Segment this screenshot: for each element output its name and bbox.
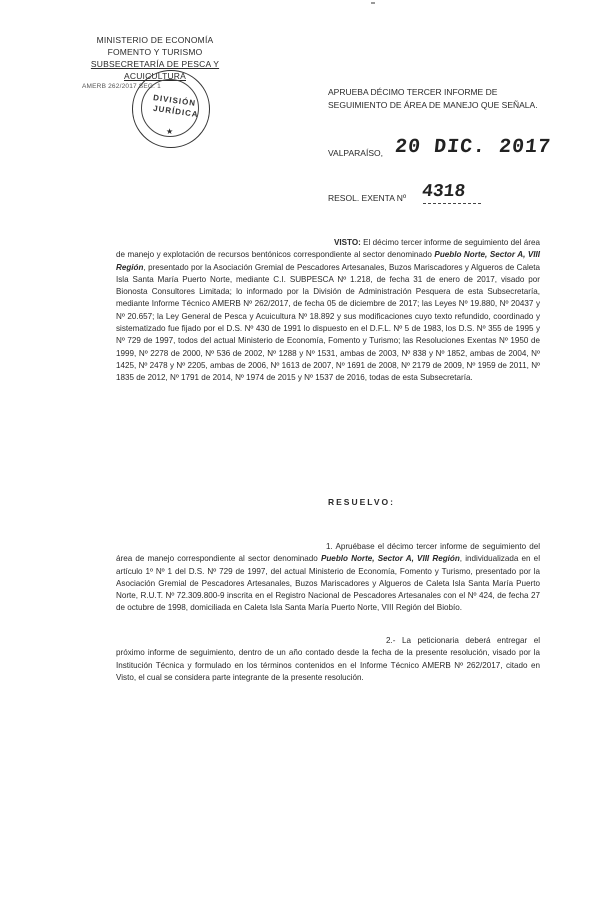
item1-text-a: Apruébase el décimo tercer informe de seguimiento del área de manejo correspondiente al sector denominado [116,542,540,564]
ministry-line: MINISTERIO DE ECONOMÍA [96,35,214,45]
visto-paragraph [116,237,540,385]
item1-text-b: , individualizada en el artículo 1º Nº 1 del D.S. Nº 729 de 1997, del actual Ministerio de Economía, Fomento y Turismo, presentado por la Asociación Gremial de Pescadores Artesanales, Buzos Mariscadores y Algueros de Caleta Isla Santa María Puerto Norte, R.U.T. Nº 72.309.800-9 inscrita en el Registro Nacional de Pescadores Artesanales con el Nº 424, de fecha 27 de octubre de 1998, domiciliada en Caleta Isla Santa María Puerto Norte, VIII Región del Biobío. [116,554,540,613]
resuelvo-heading: RESUELVO: [328,497,395,507]
item1-lead: 1. [326,542,333,551]
resolution-number: 4318 [420,182,467,202]
stamp-star-icon: ★ [166,127,174,136]
fomento-line: FOMENTO Y TURISMO [107,47,203,57]
item1-paragraph [116,541,540,615]
subject-text: APRUEBA DÉCIMO TERCER INFORME DE SEGUIMIENTO DE ÁREA DE MANEJO QUE SEÑALA. [328,87,538,110]
visto-text-b: , presentado por la Asociación Gremial de Pescadores Artesanales, Buzos Mariscadores y Algueros de Caleta Isla Santa María Puerto Norte, mediante C.I. SUBPESCA Nº 1.218, de fecha 31 de enero de 2017, visado por Bionosta Consultores Limitada; lo informado por la División de Administración Pesquera de esta Subsecretaría, mediante Informe Técnico AMERB Nº 262/2017, de fecha 05 de diciembre de 2017; las Leyes Nº 19.880, Nº 20437 y Nº 20.657; la Ley General de Pesca y Acuicultura Nº 18.892 y sus modificaciones cuyo texto refundido, coordinado y sistematizado fue fijado por el D.S. Nº 430 de 1991 lo dispuesto en el D.F.L. Nº 5 de 1983, los D.S. Nº 355 de 1995 y Nº 729 de 1997, todos del actual Ministerio de Economía, Fomento y Turismo; las Resoluciones Exentas Nº 1950 de 1999, Nº 2278 de 2000, Nº 536 de 2002, Nº 1288 y Nº 1531, ambas de 2003, Nº 838 y Nº 1852, ambas de 2004, Nº 1425, Nº 2478 y Nº 2205, ambas de 2006, Nº 1613 de 2007, Nº 1691 de 2008, Nº 2179 de 2009, Nº 1959 de 2011, Nº 1835 de 2012, Nº 1791 de 2014, Nº 1974 de 2015 y Nº 1537 de 2016, todas de esta Subsecretaría. [116,262,540,383]
visto-text-a: El décimo tercer informe de seguimiento del área de manejo y explotación de recursos bentónicos correspondiente al sector denominado [116,238,541,260]
item2-paragraph [116,635,540,684]
stamp-text-line2: JURÍDICA [152,103,200,120]
resolution-label: RESOL. EXENTA Nº [328,193,407,203]
item2-text: 2.- La peticionaria deberá entregar el próximo informe de seguimiento, dentro de un año contado desde la fecha de la presente resolución, visado por la Institución Técnica y formulado en los términos contenidos en el Informe Técnico AMERB Nº 262/2017, citado en Visto, el cual se considera parte integrante de la presente resolución. [116,636,540,682]
visto-lead: VISTO: [334,238,361,247]
scan-mark [371,2,375,4]
division-juridica-stamp [132,70,210,148]
date-stamp: 20 DIC. 2017 [393,136,553,159]
stamp-text-line1: DIVISIÓN [152,93,197,108]
item1-sector: Pueblo Norte, Sector A, VIII Región [320,554,460,564]
visto-sector: Pueblo Norte, Sector A, VIII Región [116,250,541,272]
date-label: VALPARAÍSO, [328,148,383,158]
reference-line: AMERB 262/2017 SEG. 1 [82,83,161,90]
resolution-number-underline [423,203,481,204]
subsecretaria-line: SUBSECRETARÍA DE PESCA Y ACUICULTURA [90,59,220,81]
